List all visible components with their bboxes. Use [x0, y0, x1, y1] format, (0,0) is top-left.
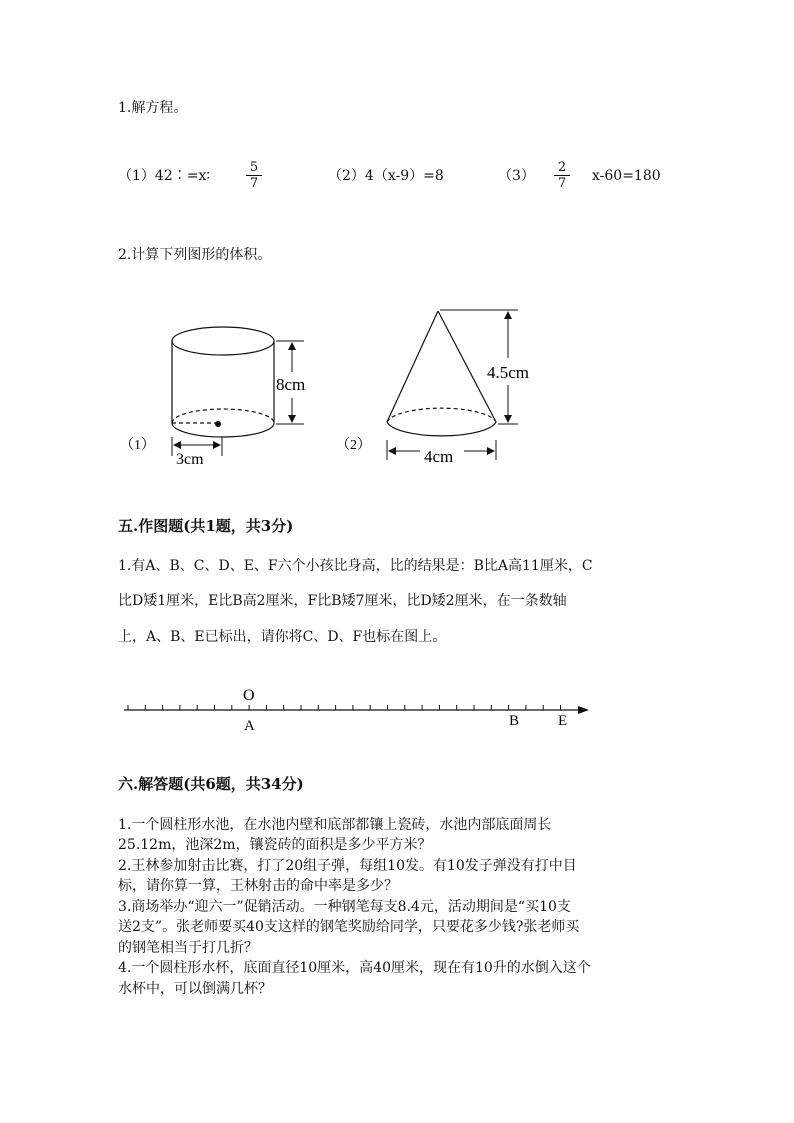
section-6-line-5: 3.商场举办“迎六一”促销活动。一种钢笔每支8.4元，活动期间是“买10支	[118, 899, 571, 915]
question-title-solve-equations: 1.解方程。	[118, 100, 188, 116]
section-6-line-9: 水杯中，可以倒满几杯？	[118, 981, 272, 997]
equation-1-fraction-denominator: 7	[249, 176, 259, 191]
cone-figure	[387, 311, 496, 436]
equation-1-prefix: （1）42∶=x∶	[118, 168, 210, 184]
figure-1-label: （1）	[120, 438, 155, 453]
cylinder-center-dot	[215, 421, 221, 427]
number-line-ticks	[128, 705, 561, 710]
number-line-arrow	[578, 706, 589, 714]
cylinder-height-label: 8cm	[276, 375, 306, 394]
section-5-line-2: 比D矮1厘米，E比B高2厘米，F比B矮7厘米，比D矮2厘米，在一条数轴	[118, 593, 567, 609]
section-5-line-1: 1.有A、B、C、D、E、F六个小孩比身高，比的结果是：B比A高11厘米，C	[118, 558, 593, 574]
section-6-line-4: 标，请你算一算，王林射击的命中率是多少？	[118, 878, 398, 894]
number-line-label-e: E	[558, 713, 568, 729]
section-6-line-1: 1.一个圆柱形水池，在水池内壁和底部都镶上瓷砖，水池内部底面周长	[118, 817, 552, 833]
section-5-heading: 五.作图题(共1题，共3分)	[118, 517, 294, 535]
cylinder-figure	[172, 327, 274, 437]
section-6-line-8: 4.一个圆柱形水杯，底面直径10厘米，高40厘米，现在有10升的水倒入这个	[118, 960, 591, 976]
equation-3-fraction-denominator: 7	[557, 176, 567, 191]
question-title-volume: 2.计算下列图形的体积。	[118, 247, 272, 263]
number-line-origin-label: O	[243, 687, 255, 704]
equation-1-fraction-numerator: 5	[246, 160, 262, 176]
equation-2: （2）4（x-9）=8	[328, 168, 444, 184]
cylinder-radius-label: 3cm	[176, 451, 204, 468]
number-line-label-b: B	[509, 713, 520, 729]
figure-2-label: （2）	[336, 438, 371, 453]
section-6-line-2: 25.12m，池深2m，镶瓷砖的面积是多少平方米？	[118, 837, 432, 853]
cone-diameter-label: 4cm	[424, 447, 454, 466]
equation-3-suffix: x-60=180	[592, 168, 661, 184]
section-6-line-7: 的钢笔相当于打几折？	[118, 940, 258, 956]
number-line	[124, 705, 589, 714]
number-line-label-a: A	[244, 718, 255, 734]
equation-3-prefix: （3）	[498, 168, 535, 184]
section-5-line-3: 上，A、B、E已标出，请你将C、D、F也标在图上。	[118, 629, 447, 645]
cone-height-label: 4.5cm	[487, 363, 530, 382]
equation-3-fraction-numerator: 2	[554, 160, 570, 176]
section-6-line-3: 2.王林参加射击比赛，打了20组子弹，每组10发。有10发子弹没有打中目	[118, 858, 577, 874]
section-6-heading: 六.解答题(共6题，共34分)	[118, 775, 304, 793]
section-6-line-6: 送2支”。张老师要买40支这样的钢笔奖励给同学，只要花多少钱?张老师买	[118, 919, 580, 935]
